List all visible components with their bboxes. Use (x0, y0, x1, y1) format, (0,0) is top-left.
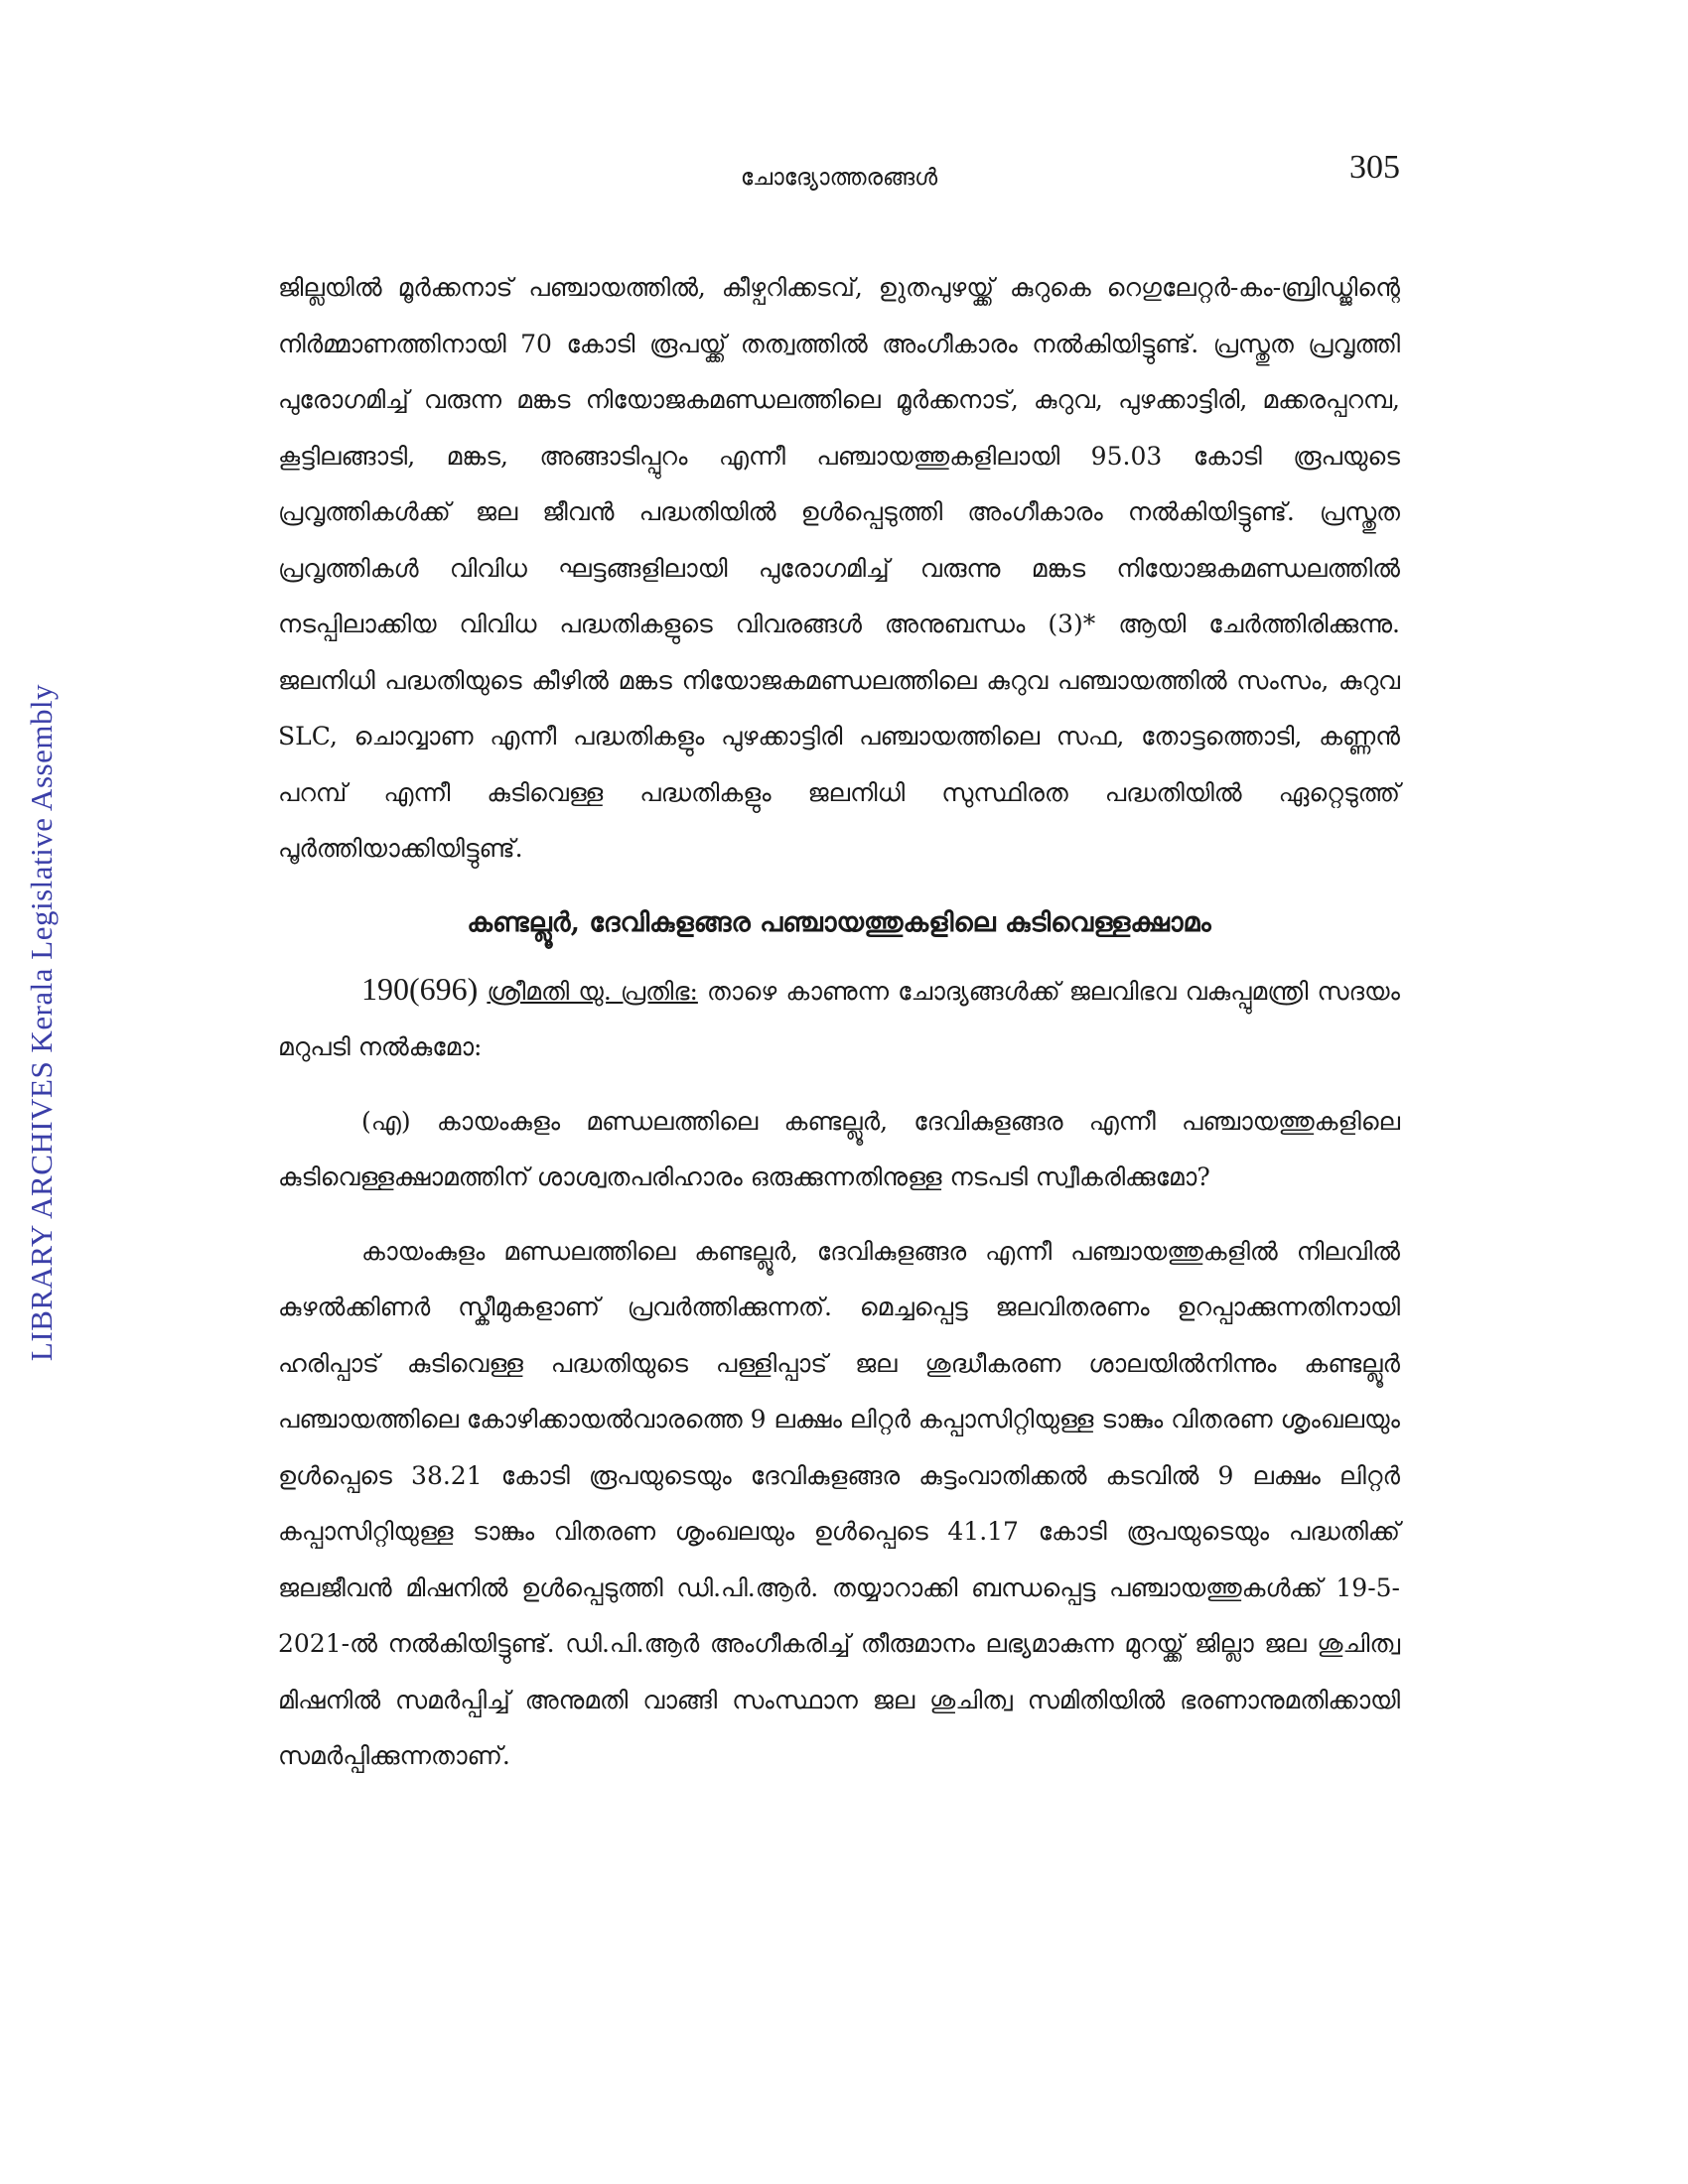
answer-paragraph: കായംകുളം മണ്ഡലത്തിലെ കണ്ടല്ലൂർ, ദേവികുളങ്ങര എന്നീ പഞ്ചായത്തുകളിൽ നിലവിൽ കുഴൽക്കിണർ സ്കീമുകളാണ് പ്രവർത്തിക്കുന്നത്. മെച്ചപ്പെട്ട ജലവിതരണം ഉറപ്പാക്കുന്നതിനായി ഹരിപ്പാട് കുടിവെള്ള പദ്ധതിയുടെ പള്ളിപ്പാട് ജല ശുദ്ധീകരണ ശാലയിൽനിന്നും കണ്ടല്ലൂർ പഞ്ചായത്തിലെ കോഴിക്കായൽവാരത്തെ 9 ലക്ഷം ലിറ്റർ കപ്പാസിറ്റിയുള്ള ടാങ്കും വിതരണ ശൃംഖലയും ഉൾപ്പെടെ 38.21 കോടി രൂപയുടെയും ദേവികുളങ്ങര കുട്ടംവാതിക്കൽ കടവിൽ 9 ലക്ഷം ലിറ്റർ കപ്പാസിറ്റിയുള്ള ടാങ്കും വിതരണ ശൃംഖലയും ഉൾപ്പെടെ 41.17 കോടി രൂപയുടെയും പദ്ധതിക്ക് ജലജീവൻ മിഷനിൽ ഉൾപ്പെടുത്തി ഡി.പി.ആർ. തയ്യാറാക്കി ബന്ധപ്പെട്ട പഞ്ചായത്തുകൾക്ക് 19-5-2021-ൽ നൽകിയിട്ടുണ്ട്. ഡി.പി.ആർ അംഗീകരിച്ച് തീരുമാനം ലഭ്യമാകുന്ന മുറയ്ക്ക് ജില്ലാ ജല ശുചിത്വ മിഷനിൽ സമർപ്പിച്ച് അനുമതി വാങ്ങി സംസ്ഥാന ജല ശുചിത്വ സമിതിയിൽ ഭരണാനുമതിക്കായി സമർപ്പിക്കുന്നതാണ്. (278, 1236, 1400, 1770)
continued-answer-paragraph: ജില്ലയിൽ മൂർക്കനാട് പഞ്ചായത്തിൽ, കീഴ്പറിക്കടവ്, ഉുതപുഴയ്ക്ക് കുറുകെ റെഗുലേറ്റർ-കം-ബ്രിഡ്ജിന്റെ നിർമ്മാണത്തിനായി 70 കോടി രൂപയ്ക്ക് തത്വത്തിൽ അംഗീകാരം നൽകിയിട്ടുണ്ട്. പ്രസ്തുത പ്രവൃത്തി പുരോഗമിച്ച് വരുന്ന മങ്കട നിയോജകമണ്ഡലത്തിലെ മൂർക്കനാട്, കുറുവ, പുഴക്കാട്ടിരി, മക്കരപ്പറമ്പ, കൂട്ടിലങ്ങാടി, മങ്കട, അങ്ങാടിപ്പുറം എന്നീ പഞ്ചായത്തുകളിലായി 95.03 കോടി രൂപയുടെ പ്രവൃത്തികൾക്ക് ജല ജീവൻ പദ്ധതിയിൽ ഉൾപ്പെടുത്തി അംഗീകാരം നൽകിയിട്ടുണ്ട്. പ്രസ്തുത പ്രവൃത്തികൾ വിവിധ ഘട്ടങ്ങളിലായി പുരോഗമിച്ച് വരുന്നു മങ്കട നിയോജകമണ്ഡലത്തിൽ നടപ്പിലാക്കിയ വിവിധ പദ്ധതികളുടെ വിവരങ്ങൾ അനുബന്ധം (3)* ആയി ചേർത്തിരിക്കുന്നു. ജലനിധി പദ്ധതിയുടെ കീഴിൽ മങ്കട നിയോജകമണ്ഡലത്തിലെ കുറുവ പഞ്ചായത്തിൽ സംസം, കുറുവ SLC, ചൊവ്വാണ എന്നീ പദ്ധതികളും പുഴക്കാട്ടിരി പഞ്ചായത്തിലെ സഫ, തോട്ടത്തൊടി, കണ്ണൻ പറമ്പ് എന്നീ കുടിവെള്ള പദ്ധതികളും ജലനിധി സുസ്ഥിരത പദ്ധതിയിൽ ഏറ്റെടുത്ത് പൂർത്തിയാക്കിയിട്ടുണ്ട്. (278, 273, 1400, 863)
page-number: 305 (1349, 149, 1400, 186)
question-number: 190(696) (361, 970, 479, 1007)
question-member: ശ്രീമതി യു. പ്രതിഭ: (487, 976, 698, 1006)
running-title: ചോദ്യോത്തരങ്ങൾ (740, 165, 938, 191)
section-heading: കണ്ടല്ലൂർ, ദേവികുളങ്ങര പഞ്ചായത്തുകളിലെ കുടിവെള്ളക്ഷാമം (467, 906, 1211, 938)
question-intro (278, 961, 1400, 1076)
question-intro-text: താഴെ കാണുന്ന ചോദ്യങ്ങൾക്ക് ജലവിഭവ വകുപ്പുമന്ത്രി സദയം മറുപടി നൽകുമോ: (278, 976, 1400, 1061)
question-part-label: (എ) (361, 1106, 411, 1136)
question-part-text: കായംകുളം മണ്ഡലത്തിലെ കണ്ടല്ലൂർ, ദേവികുളങ്ങര എന്നീ പഞ്ചായത്തുകളിലെ കുടിവെള്ളക്ഷാമത്തിന് ശാശ്വതപരിഹാരം ഒരുക്കുന്നതിനുള്ള നടപടി സ്വീകരിക്കുമോ? (278, 1106, 1400, 1191)
page-header (278, 149, 1400, 208)
document-body (278, 260, 1400, 1785)
archive-watermark: LIBRARY ARCHIVES Kerala Legislative Assembly (24, 683, 59, 1362)
question-part-a (278, 1094, 1400, 1206)
